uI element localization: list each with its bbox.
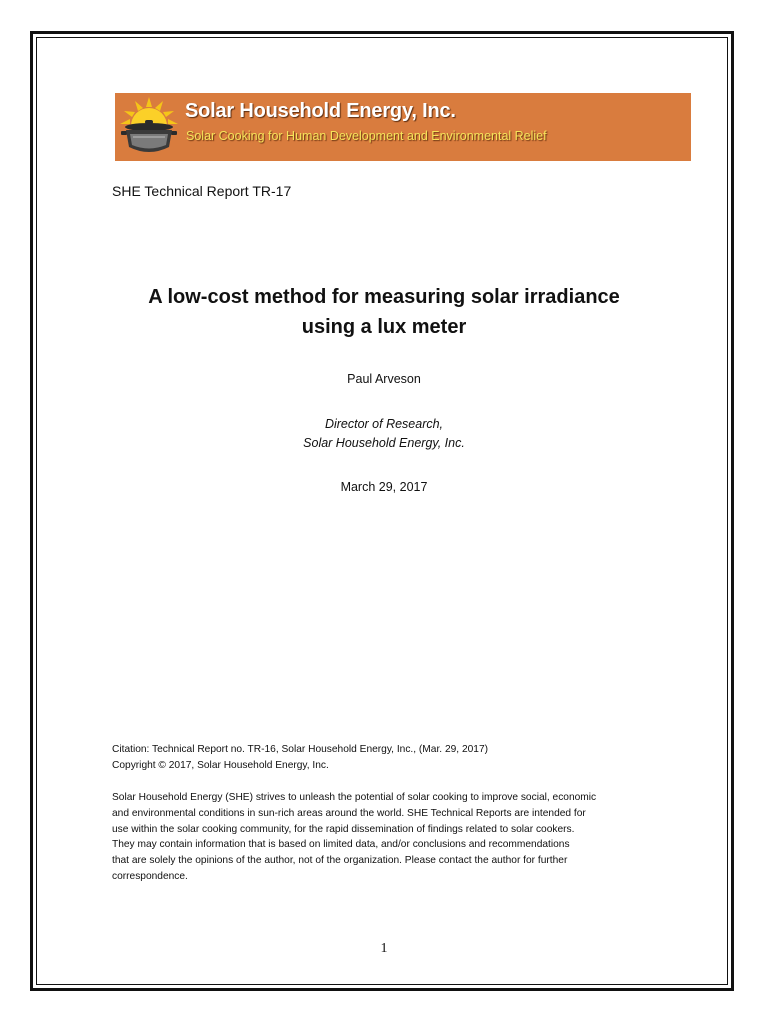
mission-line: that are solely the opinions of the author, not of the organization. Please contact the author for further [112,855,568,867]
copyright-line: Copyright © 2017, Solar Household Energy, Inc. [112,759,329,771]
mission-line: and environmental conditions in sun-rich areas around the world. SHE Technical Reports are intended for [112,807,586,819]
report-title [96,282,672,342]
role-line: Solar Household Energy, Inc. [303,436,465,450]
author-role [96,415,672,453]
title-line: A low-cost method for measuring solar irradiance [148,286,620,308]
role-line: Director of Research, [324,417,444,431]
mission-line: use within the solar cooking community, for the rapid dissemination of findings related to solar cookers. [112,823,575,835]
title-line: using a lux meter [301,316,467,338]
mission-statement [112,790,672,885]
report-date: March 29, 2017 [340,480,428,494]
company-tagline: Solar Cooking for Human Development and Environmental Relief [186,129,547,143]
company-banner [115,93,691,161]
report-id: SHE Technical Report TR-17 [112,183,292,199]
citation-line: Citation: Technical Report no. TR-16, Solar Household Energy, Inc., (Mar. 29, 2017) [112,744,488,755]
citation-block [112,742,672,774]
company-name: Solar Household Energy, Inc. [185,100,456,122]
mission-line: They may contain information that is based on limited data, and/or conclusions and recommendations [112,839,570,851]
sun-over-cooking-pot-logo-icon [118,95,180,159]
mission-line: Solar Household Energy (SHE) strives to unleash the potential of solar cooking to improve social, economic [112,792,597,803]
page-number: 1 [380,941,388,956]
mission-line: correspondence. [112,870,188,882]
author-name: Paul Arveson [347,372,421,386]
